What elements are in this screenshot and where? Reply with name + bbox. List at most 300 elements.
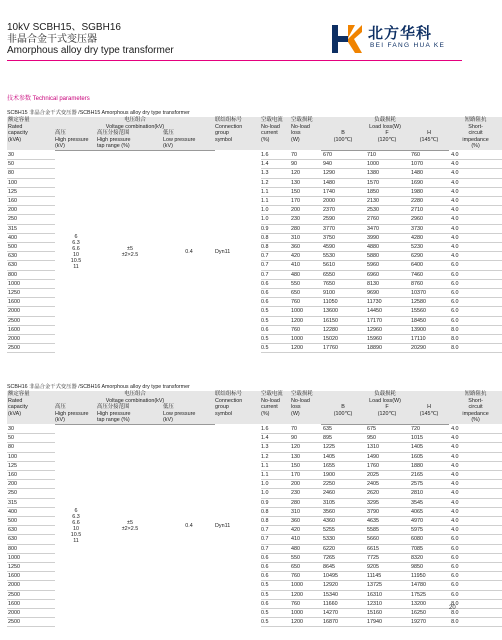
cell-rated-capacity: 1000 [7,553,55,562]
cell-rated-capacity: 1600 [7,572,55,581]
cell-load-loss-f: 1490 [365,452,409,461]
cell-load-loss-b: 6550 [321,270,365,279]
cell-noload-loss: 1200 [291,344,321,353]
cell-noload-current: 0.7 [261,544,291,553]
cell-noload-current: 1.0 [261,480,291,489]
cell-high-pressure: 6 6.3 6.6 10 10.5 11 [70,507,82,544]
cell-load-loss-f: 2025 [365,470,409,479]
cell-noload-current: 0.7 [261,252,291,261]
cell-load-loss-b: 4590 [321,243,365,252]
cell-rated-capacity: 1250 [7,289,55,298]
cell-load-loss-b: 1900 [321,470,365,479]
header-load-loss-f: F (120℃) [365,130,409,150]
cell-rated-capacity: 315 [7,498,55,507]
cell-noload-loss: 1200 [291,618,321,627]
cell-load-loss-f: 2130 [365,196,409,205]
cell-rated-capacity: 630 [7,526,55,535]
cell-low-pressure: 0.4 [185,248,193,255]
cell-load-loss-f: 3295 [365,498,409,507]
cell-noload-current: 0.5 [261,581,291,590]
cell-load-loss-f: 16310 [365,590,409,599]
cell-impedance: 4.0 [449,498,502,507]
cell-noload-current: 1.1 [261,187,291,196]
spec-table [7,391,502,627]
cell-noload-loss: 360 [291,243,321,252]
logo-chinese-name: 北方华科 [368,25,433,42]
cell-load-loss-b: 5255 [321,526,365,535]
cell-noload-loss: 90 [291,160,321,169]
header-load-loss-h: H (145℃) [409,130,449,150]
cell-impedance: 4.0 [449,443,502,452]
cell-noload-loss: 150 [291,461,321,470]
cell-load-loss-b: 15340 [321,590,365,599]
cell-rated-capacity: 2000 [7,335,55,344]
cell-load-loss-h: 2810 [409,489,449,498]
header-voltage-combination: 电压组合 Voltage combination(kV) [55,117,215,130]
cell-noload-loss: 760 [291,599,321,608]
header-voltage-combination: 电压组合 Voltage combination(kV) [55,391,215,404]
cell-noload-current: 1.0 [261,489,291,498]
cell-connection-group: Dyn11 [215,522,231,529]
cell-impedance: 8.0 [449,325,502,334]
cell-impedance: 6.0 [449,590,502,599]
cell-noload-loss: 420 [291,526,321,535]
cell-noload-loss: 200 [291,206,321,215]
cell-rated-capacity: 630 [7,261,55,270]
cell-impedance: 4.0 [449,243,502,252]
cell-load-loss-b: 1480 [321,178,365,187]
cell-load-loss-h: 4970 [409,517,449,526]
cell-load-loss-f: 15960 [365,335,409,344]
cell-impedance: 4.0 [449,480,502,489]
cell-load-loss-f: 18890 [365,344,409,353]
cell-impedance: 4.0 [449,434,502,443]
header-load-loss-h: H (145℃) [409,404,449,424]
cell-noload-current: 0.7 [261,535,291,544]
cell-load-loss-h: 2960 [409,215,449,224]
header-impedance: 短路阻抗 Short- circuit impedance (%) [449,391,502,424]
cell-noload-current: 0.7 [261,270,291,279]
cell-noload-loss: 1000 [291,581,321,590]
cell-load-loss-h: 4065 [409,507,449,516]
cell-impedance: 6.0 [449,316,502,325]
cell-load-loss-b: 13600 [321,307,365,316]
header-divider [7,60,462,61]
cell-noload-current: 0.9 [261,224,291,233]
cell-load-loss-b: 16870 [321,618,365,627]
cell-noload-current: 0.8 [261,243,291,252]
cell-load-loss-f: 6615 [365,544,409,553]
cell-load-loss-b: 2250 [321,480,365,489]
cell-load-loss-f: 17170 [365,316,409,325]
cell-load-loss-h: 3545 [409,498,449,507]
cell-impedance: 4.0 [449,424,502,433]
company-logo [330,22,462,58]
cell-impedance: 4.0 [449,470,502,479]
cell-load-loss-f: 9205 [365,563,409,572]
cell-load-loss-h: 15560 [409,307,449,316]
cell-noload-current: 0.6 [261,572,291,581]
cell-load-loss-h: 6290 [409,252,449,261]
cell-load-loss-f: 1310 [365,443,409,452]
cell-impedance: 8.0 [449,618,502,627]
cell-load-loss-f: 1000 [365,160,409,169]
cell-rated-capacity: 2000 [7,581,55,590]
cell-load-loss-f: 710 [365,150,409,159]
cell-rated-capacity: 1250 [7,563,55,572]
cell-load-loss-f: 2760 [365,215,409,224]
cell-load-loss-f: 11145 [365,572,409,581]
cell-noload-current: 0.6 [261,599,291,608]
cell-impedance: 6.0 [449,270,502,279]
cell-rated-capacity: 2000 [7,609,55,618]
cell-load-loss-h: 17525 [409,590,449,599]
header-low-pressure: 低压 Low pressure (kV) [163,130,215,150]
cell-impedance: 4.0 [449,178,502,187]
cell-load-loss-b: 1740 [321,187,365,196]
cell-impedance: 4.0 [449,517,502,526]
cell-impedance: 4.0 [449,206,502,215]
cell-impedance: 6.0 [449,535,502,544]
cell-rated-capacity: 30 [7,150,55,159]
cell-rated-capacity: 1000 [7,279,55,288]
cell-high-pressure: 6 6.3 6.6 10 10.5 11 [70,233,82,270]
cell-impedance: 4.0 [449,489,502,498]
header-noload-current: 空载电流 No-load current (%) [261,117,291,150]
cell-noload-current: 1.6 [261,150,291,159]
cell-load-loss-f: 5880 [365,252,409,261]
cell-noload-current: 0.6 [261,298,291,307]
cell-load-loss-h: 720 [409,424,449,433]
cell-load-loss-f: 12310 [365,599,409,608]
cell-rated-capacity: 250 [7,489,55,498]
cell-load-loss-h: 7085 [409,544,449,553]
cell-load-loss-h: 8320 [409,553,449,562]
cell-noload-loss: 550 [291,279,321,288]
cell-load-loss-f: 8130 [365,279,409,288]
cell-noload-loss: 1000 [291,307,321,316]
title-english: Amorphous alloy dry type transformer [7,45,174,56]
cell-load-loss-h: 6080 [409,535,449,544]
cell-noload-current: 1.3 [261,443,291,452]
cell-load-loss-b: 1225 [321,443,365,452]
header-load-loss: 负载损耗 Load loss(W) [321,391,449,404]
cell-load-loss-h: 1480 [409,169,449,178]
cell-noload-current: 1.6 [261,424,291,433]
cell-rated-capacity: 315 [7,224,55,233]
cell-load-loss-h: 7460 [409,270,449,279]
cell-noload-loss: 650 [291,289,321,298]
cell-load-loss-b: 940 [321,160,365,169]
cell-load-loss-b: 1290 [321,169,365,178]
cell-load-loss-b: 670 [321,150,365,159]
cell-load-loss-b: 2590 [321,215,365,224]
header-load-loss-f: F (120℃) [365,404,409,424]
cell-load-loss-f: 5960 [365,261,409,270]
cell-load-loss-b: 635 [321,424,365,433]
cell-load-loss-h: 5230 [409,243,449,252]
cell-rated-capacity: 50 [7,160,55,169]
header-connection-group: 联结组标号 Connection group symbol [215,391,261,424]
cell-load-loss-h: 13200 [409,599,449,608]
cell-rated-capacity: 1600 [7,599,55,608]
header-load-loss-b: B (100℃) [321,130,365,150]
cell-impedance: 8.0 [449,599,502,608]
header-impedance: 短路阻抗 Short- circuit impedance (%) [449,117,502,150]
cell-impedance: 8.0 [449,344,502,353]
cell-noload-current: 0.5 [261,335,291,344]
cell-noload-loss: 230 [291,489,321,498]
cell-load-loss-h: 9850 [409,563,449,572]
header-load-loss-b: B (100℃) [321,404,365,424]
cell-load-loss-b: 895 [321,434,365,443]
cell-load-loss-b: 16150 [321,316,365,325]
cell-noload-loss: 760 [291,298,321,307]
cell-rated-capacity: 1600 [7,325,55,334]
cell-load-loss-h: 2165 [409,470,449,479]
cell-noload-loss: 1200 [291,316,321,325]
cell-noload-current: 1.4 [261,434,291,443]
cell-impedance: 6.0 [449,572,502,581]
cell-load-loss-b: 2370 [321,206,365,215]
cell-noload-loss: 1000 [291,609,321,618]
cell-noload-loss: 420 [291,252,321,261]
cell-load-loss-b: 2000 [321,196,365,205]
header-noload-loss: 空载损耗 No-load loss (W) [291,391,321,424]
cell-noload-current: 0.6 [261,563,291,572]
cell-load-loss-h: 2575 [409,480,449,489]
cell-impedance: 8.0 [449,609,502,618]
header-tap-range: 高压分接范围 High pressure tap range (%) [97,404,163,424]
cell-load-loss-h: 2280 [409,196,449,205]
cell-impedance: 4.0 [449,252,502,261]
cell-rated-capacity: 125 [7,461,55,470]
cell-noload-current: 0.9 [261,498,291,507]
cell-rated-capacity: 2500 [7,618,55,627]
cell-rated-capacity: 80 [7,169,55,178]
cell-impedance: 6.0 [449,581,502,590]
cell-load-loss-h: 18450 [409,316,449,325]
cell-load-loss-h: 4280 [409,233,449,242]
cell-rated-capacity: 250 [7,215,55,224]
cell-load-loss-f: 2530 [365,206,409,215]
cell-load-loss-b: 12280 [321,325,365,334]
cell-load-loss-h: 1690 [409,178,449,187]
cell-rated-capacity: 2500 [7,316,55,325]
header-noload-current: 空载电流 No-load current (%) [261,391,291,424]
cell-noload-current: 0.8 [261,507,291,516]
cell-load-loss-f: 5585 [365,526,409,535]
cell-load-loss-h: 3730 [409,224,449,233]
cell-load-loss-b: 7265 [321,553,365,562]
cell-load-loss-f: 7725 [365,553,409,562]
cell-load-loss-b: 5330 [321,535,365,544]
cell-load-loss-f: 3790 [365,507,409,516]
cell-rated-capacity: 2000 [7,307,55,316]
cell-impedance: 4.0 [449,224,502,233]
cell-noload-loss: 310 [291,507,321,516]
cell-load-loss-b: 5530 [321,252,365,261]
cell-noload-loss: 130 [291,178,321,187]
cell-impedance: 6.0 [449,544,502,553]
cell-impedance: 4.0 [449,452,502,461]
cell-noload-loss: 200 [291,480,321,489]
cell-rated-capacity: 500 [7,243,55,252]
header-connection-group: 联结组标号 Connection group symbol [215,117,261,150]
cell-impedance: 4.0 [449,526,502,535]
cell-load-loss-b: 5610 [321,261,365,270]
cell-noload-current: 1.2 [261,452,291,461]
cell-noload-current: 0.5 [261,316,291,325]
cell-rated-capacity: 800 [7,544,55,553]
cell-load-loss-b: 14270 [321,609,365,618]
cell-load-loss-b: 17760 [321,344,365,353]
cell-noload-loss: 280 [291,224,321,233]
cell-load-loss-b: 2460 [321,489,365,498]
cell-noload-loss: 480 [291,544,321,553]
cell-rated-capacity: 630 [7,535,55,544]
cell-load-loss-h: 14780 [409,581,449,590]
cell-noload-current: 0.5 [261,590,291,599]
cell-impedance: 4.0 [449,215,502,224]
cell-rated-capacity: 100 [7,178,55,187]
header-high-pressure: 高压 High pressure (kV) [55,404,97,424]
cell-impedance: 6.0 [449,289,502,298]
table-caption-scbh16: SCBH16 非晶合金干式变压器 /SCBH16 Amorphous alloy dry type transformer [7,384,190,390]
cell-rated-capacity: 50 [7,434,55,443]
cell-noload-current: 0.7 [261,526,291,535]
cell-rated-capacity: 2500 [7,344,55,353]
cell-load-loss-b: 1405 [321,452,365,461]
cell-rated-capacity: 160 [7,196,55,205]
cell-tap-range: ±5 ±2×2.5 [121,245,139,258]
cell-load-loss-f: 14450 [365,307,409,316]
cell-load-loss-h: 1070 [409,160,449,169]
cell-noload-loss: 230 [291,215,321,224]
cell-impedance: 4.0 [449,507,502,516]
cell-load-loss-h: 20290 [409,344,449,353]
logo-english-name: BEI FANG HUA KE [370,42,446,49]
cell-load-loss-f: 17940 [365,618,409,627]
cell-noload-loss: 760 [291,325,321,334]
cell-load-loss-b: 15020 [321,335,365,344]
cell-load-loss-f: 9690 [365,289,409,298]
cell-load-loss-f: 5660 [365,535,409,544]
cell-noload-loss: 70 [291,424,321,433]
cell-load-loss-b: 7650 [321,279,365,288]
cell-load-loss-h: 11950 [409,572,449,581]
cell-load-loss-f: 4635 [365,517,409,526]
cell-rated-capacity: 30 [7,424,55,433]
cell-rated-capacity: 630 [7,252,55,261]
cell-rated-capacity: 80 [7,443,55,452]
cell-rated-capacity: 400 [7,507,55,516]
cell-noload-current: 1.1 [261,461,291,470]
cell-load-loss-h: 1980 [409,187,449,196]
cell-rated-capacity: 800 [7,270,55,279]
cell-connection-group: Dyn11 [215,248,231,255]
cell-noload-current: 1.2 [261,178,291,187]
spec-table [7,117,502,353]
cell-noload-current: 1.1 [261,470,291,479]
cell-load-loss-b: 8645 [321,563,365,572]
cell-noload-current: 1.0 [261,215,291,224]
cell-impedance: 4.0 [449,169,502,178]
cell-noload-loss: 410 [291,535,321,544]
title-model: 10kV SCBH15、SGBH16 [7,22,121,33]
cell-load-loss-f: 2405 [365,480,409,489]
cell-load-loss-h: 1405 [409,443,449,452]
cell-load-loss-h: 1605 [409,452,449,461]
cell-impedance: 4.0 [449,150,502,159]
header-load-loss: 负载损耗 Load loss(W) [321,117,449,130]
cell-load-loss-f: 6960 [365,270,409,279]
cell-rated-capacity: 100 [7,452,55,461]
cell-noload-current: 0.8 [261,517,291,526]
cell-rated-capacity: 500 [7,517,55,526]
header-high-pressure: 高压 High pressure (kV) [55,130,97,150]
cell-noload-loss: 1200 [291,590,321,599]
header-noload-loss: 空载损耗 No-load loss (W) [291,117,321,150]
cell-impedance: 6.0 [449,261,502,270]
cell-rated-capacity: 2500 [7,590,55,599]
cell-rated-capacity: 400 [7,233,55,242]
cell-noload-loss: 310 [291,233,321,242]
cell-noload-current: 0.5 [261,307,291,316]
cell-load-loss-h: 1015 [409,434,449,443]
cell-impedance: 4.0 [449,196,502,205]
cell-impedance: 6.0 [449,279,502,288]
cell-load-loss-f: 2620 [365,489,409,498]
cell-tap-range: ±5 ±2×2.5 [121,519,139,532]
cell-load-loss-b: 1655 [321,461,365,470]
cell-load-loss-f: 4880 [365,243,409,252]
cell-load-loss-h: 6400 [409,261,449,270]
cell-load-loss-h: 13900 [409,325,449,334]
cell-load-loss-f: 1570 [365,178,409,187]
cell-low-pressure: 0.4 [185,522,193,529]
cell-load-loss-b: 9100 [321,289,365,298]
cell-noload-loss: 280 [291,498,321,507]
cell-noload-loss: 760 [291,572,321,581]
cell-noload-loss: 650 [291,563,321,572]
cell-noload-loss: 1000 [291,335,321,344]
section-title: 技术参数 Technical parameters [7,96,90,102]
cell-noload-current: 0.6 [261,553,291,562]
cell-noload-loss: 170 [291,196,321,205]
cell-load-loss-f: 11730 [365,298,409,307]
cell-load-loss-b: 3770 [321,224,365,233]
cell-impedance: 4.0 [449,461,502,470]
cell-noload-current: 1.1 [261,196,291,205]
cell-noload-current: 0.5 [261,344,291,353]
cell-noload-loss: 480 [291,270,321,279]
cell-noload-loss: 130 [291,452,321,461]
cell-impedance: 6.0 [449,307,502,316]
cell-noload-loss: 90 [291,434,321,443]
cell-load-loss-f: 15160 [365,609,409,618]
cell-noload-current: 1.0 [261,206,291,215]
header-tap-range: 高压分接范围 High pressure tap range (%) [97,130,163,150]
cell-noload-loss: 410 [291,261,321,270]
cell-rated-capacity: 1600 [7,298,55,307]
cell-noload-loss: 170 [291,470,321,479]
cell-load-loss-b: 11660 [321,599,365,608]
cell-impedance: 8.0 [449,335,502,344]
cell-noload-loss: 120 [291,169,321,178]
cell-load-loss-h: 10370 [409,289,449,298]
cell-load-loss-b: 11050 [321,298,365,307]
